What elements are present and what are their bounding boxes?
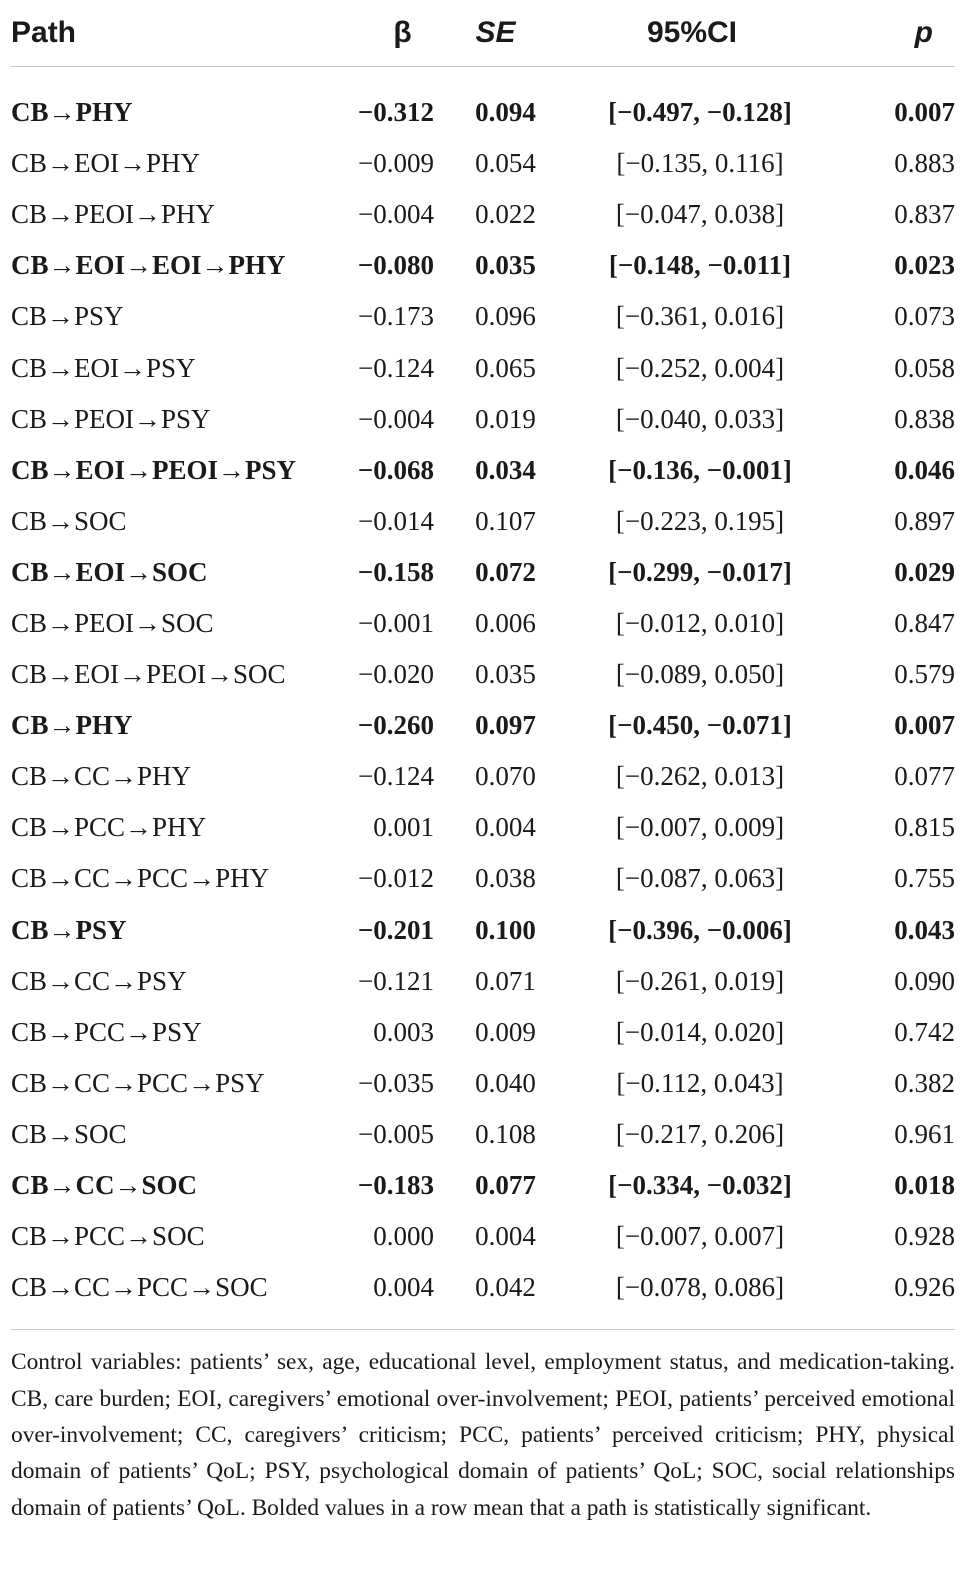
cell-se: 0.004 [475, 812, 536, 843]
cell-path: CB→EOI→SOC [11, 556, 208, 587]
table-row [11, 291, 955, 342]
cell-beta: 0.004 [373, 1272, 434, 1303]
cell-path: CB→PEOI→PHY [11, 199, 216, 230]
cell-path: CB→PHY [11, 710, 133, 741]
cell-p: 0.007 [894, 710, 955, 741]
table-row [11, 1160, 955, 1211]
header-se-label: SE [475, 16, 516, 49]
cell-ci: [−0.112, 0.043] [616, 1067, 784, 1098]
header-se [434, 0, 557, 67]
table-row [11, 67, 955, 139]
cell-ci: [−0.078, 0.086] [615, 1272, 785, 1303]
table-row [11, 1058, 955, 1109]
cell-path: CB→SOC [11, 505, 127, 536]
cell-se: 0.054 [475, 148, 536, 179]
cell-se: 0.096 [475, 301, 536, 332]
cell-se: 0.065 [475, 352, 536, 383]
cell-path: CB→PEOI→PSY [11, 403, 211, 434]
table-row [11, 1262, 955, 1313]
cell-p: 0.077 [894, 761, 955, 792]
cell-p: 0.897 [894, 505, 955, 536]
cell-beta: −0.312 [357, 97, 434, 128]
cell-beta: −0.201 [357, 914, 434, 945]
cell-path: CB→CC→PCC→PSY [11, 1067, 265, 1098]
cell-p: 0.742 [894, 1016, 955, 1047]
table-row [11, 853, 955, 904]
cell-path: CB→PEOI→SOC [11, 607, 214, 638]
cell-p: 0.029 [894, 556, 955, 587]
cell-se: 0.107 [475, 505, 536, 536]
cell-ci: [−0.217, 0.206] [615, 1118, 785, 1149]
table-row [11, 342, 955, 393]
cell-se: 0.006 [475, 607, 536, 638]
table-row [11, 138, 955, 189]
cell-ci: [−0.497, −0.128] [608, 97, 792, 128]
cell-se: 0.009 [475, 1016, 536, 1047]
cell-beta: −0.260 [357, 710, 434, 741]
table-row [11, 1109, 955, 1160]
cell-beta: −0.173 [358, 301, 434, 332]
cell-path: CB→SOC [11, 1118, 127, 1149]
cell-path: CB→CC→PCC→SOC [11, 1272, 268, 1303]
table-row [11, 1007, 955, 1058]
cell-ci: [−0.007, 0.007] [615, 1221, 785, 1252]
cell-p: 0.043 [894, 914, 955, 945]
table-row [11, 598, 955, 649]
cell-ci: [−0.223, 0.195] [615, 505, 785, 536]
cell-p: 0.847 [894, 607, 955, 638]
cell-path: CB→PSY [11, 301, 124, 332]
cell-ci: [−0.089, 0.050] [615, 659, 785, 690]
table-row [11, 751, 955, 802]
cell-path: CB→EOI→PHY [11, 148, 201, 179]
cell-ci: [−0.361, 0.016] [615, 301, 785, 332]
cell-se: 0.035 [475, 250, 536, 281]
table-row [11, 394, 955, 445]
table-row [11, 649, 955, 700]
cell-se: 0.100 [475, 914, 536, 945]
cell-se: 0.004 [475, 1221, 536, 1252]
cell-se: 0.042 [475, 1272, 536, 1303]
cell-path: CB→CC→PCC→PHY [11, 863, 270, 894]
cell-beta: −0.020 [358, 659, 434, 690]
cell-ci: [−0.261, 0.019] [615, 965, 785, 996]
cell-p: 0.023 [894, 250, 955, 281]
table-row [11, 240, 955, 291]
cell-beta: −0.068 [357, 454, 434, 485]
cell-p: 0.928 [894, 1221, 955, 1252]
cell-p: 0.961 [894, 1118, 955, 1149]
cell-ci: [−0.148, −0.011] [608, 250, 792, 281]
cell-ci: [−0.450, −0.071] [608, 710, 792, 741]
cell-se: 0.034 [475, 454, 536, 485]
cell-ci: [−0.136, −0.001] [608, 454, 792, 485]
table-row [11, 547, 955, 598]
cell-p: 0.018 [894, 1170, 955, 1201]
cell-se: 0.070 [475, 761, 536, 792]
table-row [11, 956, 955, 1007]
cell-p: 0.090 [894, 965, 955, 996]
mediation-results-table [11, 0, 955, 1313]
cell-beta: −0.158 [357, 556, 434, 587]
cell-beta: −0.121 [358, 965, 434, 996]
table-body [11, 67, 955, 1314]
results-table-container [11, 0, 966, 1526]
cell-ci: [−0.012, 0.010] [615, 607, 785, 638]
table-row [11, 496, 955, 547]
cell-path: CB→EOI→PEOI→PSY [11, 454, 297, 485]
table-row [11, 802, 955, 853]
cell-beta: −0.183 [357, 1170, 434, 1201]
cell-beta: −0.009 [358, 148, 434, 179]
cell-ci: [−0.299, −0.017] [608, 556, 792, 587]
cell-beta: 0.001 [373, 812, 434, 843]
cell-path: CB→CC→PSY [11, 965, 187, 996]
table-footnote: Control variables: patients’ sex, age, educational level, employment status, and medication-taking. CB, care burden; EOI, caregivers’ emotional over-involvement; PEOI, patients’ perceived emotional over-involvement; CC, caregivers’ criticism; PCC, patients’ perceived criticism; PHY, physical domain of patients’ QoL; PSY, psychological domain of patients’ QoL; SOC, social relationships domain of patients’ QoL. Bolded values in a row mean that a path is statistically significant. [11, 1329, 955, 1526]
cell-beta: −0.004 [358, 403, 434, 434]
cell-ci: [−0.047, 0.038] [615, 199, 785, 230]
cell-p: 0.058 [894, 352, 955, 383]
cell-ci: [−0.135, 0.116] [616, 148, 784, 179]
cell-se: 0.097 [475, 710, 536, 741]
table-header-row [11, 0, 955, 67]
cell-ci: [−0.040, 0.033] [615, 403, 785, 434]
header-ci: 95%CI [646, 16, 738, 49]
header-p [827, 0, 955, 67]
cell-path: CB→CC→PHY [11, 761, 192, 792]
cell-ci: [−0.007, 0.009] [615, 812, 785, 843]
cell-se: 0.022 [475, 199, 536, 230]
cell-p: 0.815 [894, 812, 955, 843]
cell-beta: 0.003 [373, 1016, 434, 1047]
cell-se: 0.071 [475, 965, 536, 996]
cell-se: 0.077 [475, 1170, 536, 1201]
header-beta: β [393, 16, 412, 49]
cell-se: 0.019 [475, 403, 536, 434]
cell-ci: [−0.252, 0.004] [615, 352, 785, 383]
cell-ci: [−0.262, 0.013] [615, 761, 785, 792]
cell-path: CB→EOI→EOI→PHY [11, 250, 286, 281]
table-row [11, 445, 955, 496]
cell-se: 0.040 [475, 1067, 536, 1098]
cell-se: 0.038 [475, 863, 536, 894]
cell-se: 0.035 [475, 659, 536, 690]
cell-beta: −0.080 [357, 250, 434, 281]
cell-beta: −0.012 [358, 863, 434, 894]
cell-ci: [−0.014, 0.020] [615, 1016, 785, 1047]
cell-path: CB→PCC→PSY [11, 1016, 202, 1047]
cell-path: CB→PCC→PHY [11, 812, 207, 843]
cell-se: 0.072 [475, 556, 536, 587]
header-p-label: p [914, 16, 933, 49]
cell-beta: −0.004 [358, 199, 434, 230]
cell-path: CB→PHY [11, 97, 133, 128]
table-row [11, 189, 955, 240]
cell-p: 0.073 [894, 301, 955, 332]
cell-p: 0.926 [894, 1272, 955, 1303]
cell-beta: −0.005 [358, 1118, 434, 1149]
cell-p: 0.007 [894, 97, 955, 128]
cell-beta: −0.124 [358, 761, 434, 792]
cell-se: 0.108 [475, 1118, 536, 1149]
cell-p: 0.838 [894, 403, 955, 434]
cell-p: 0.837 [894, 199, 955, 230]
cell-p: 0.579 [894, 659, 955, 690]
cell-p: 0.046 [894, 454, 955, 485]
cell-ci: [−0.334, −0.032] [608, 1170, 792, 1201]
cell-ci: [−0.087, 0.063] [615, 863, 785, 894]
cell-beta: −0.014 [358, 505, 434, 536]
cell-path: CB→EOI→PSY [11, 352, 196, 383]
cell-se: 0.094 [475, 97, 536, 128]
cell-ci: [−0.396, −0.006] [608, 914, 792, 945]
table-row [11, 700, 955, 751]
cell-beta: −0.001 [358, 607, 434, 638]
cell-path: CB→PCC→SOC [11, 1221, 205, 1252]
cell-p: 0.883 [894, 148, 955, 179]
header-path: Path [11, 16, 77, 49]
table-row [11, 1211, 955, 1262]
table-row [11, 905, 955, 956]
cell-beta: −0.124 [358, 352, 434, 383]
cell-beta: 0.000 [373, 1221, 434, 1252]
cell-p: 0.382 [894, 1067, 955, 1098]
cell-path: CB→PSY [11, 914, 127, 945]
cell-beta: −0.035 [358, 1067, 434, 1098]
cell-p: 0.755 [894, 863, 955, 894]
cell-path: CB→CC→SOC [11, 1170, 198, 1201]
cell-path: CB→EOI→PEOI→SOC [11, 659, 286, 690]
